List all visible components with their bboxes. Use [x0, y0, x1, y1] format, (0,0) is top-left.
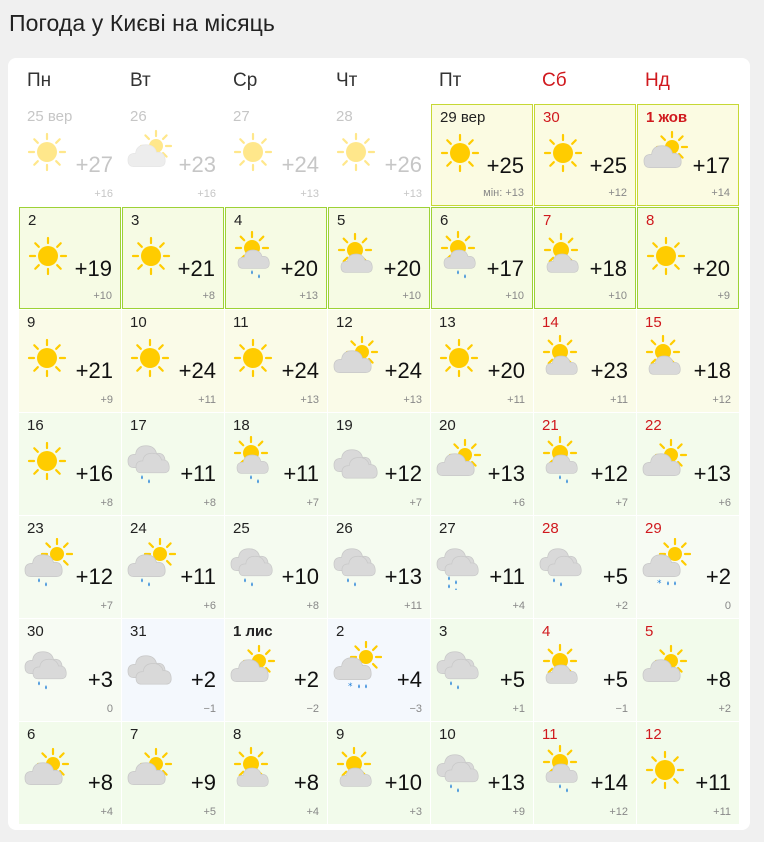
max-temperature: +13 [384, 564, 422, 589]
min-temperature: +2 [615, 600, 628, 612]
max-temperature: +11 [180, 564, 216, 589]
max-temperature: +13 [693, 461, 731, 486]
cloud-rain-icon [433, 641, 485, 693]
max-temperature: +12 [75, 564, 113, 589]
cloud-sun-icon [433, 435, 485, 487]
max-temperature: +11 [180, 461, 216, 486]
day-date: 3 [131, 212, 140, 229]
sun-cloud-rain-icon [228, 230, 280, 282]
cloud-sun-icon [124, 126, 176, 178]
sun-icon [124, 332, 176, 384]
day-cell[interactable] [534, 310, 636, 412]
max-temperature: +8 [293, 770, 319, 795]
day-date: 12 [645, 726, 662, 743]
min-temperature: +10 [93, 290, 112, 302]
min-temperature: +13 [299, 290, 318, 302]
cloud-sun-icon [640, 127, 692, 179]
day-cell[interactable] [637, 413, 739, 515]
sun-cloud-icon [330, 744, 382, 796]
cloud-sun-icon [21, 744, 73, 796]
sun-icon [227, 126, 279, 178]
day-cell[interactable] [637, 207, 739, 309]
sun-cloud-rain-icon [434, 230, 486, 282]
day-cell[interactable] [19, 722, 121, 824]
min-temperature: +7 [615, 497, 628, 509]
min-temperature: +9 [100, 394, 113, 406]
max-temperature: +2 [705, 564, 731, 589]
day-date: 2 [336, 623, 345, 640]
weekday-header-3: Чт [336, 70, 358, 91]
day-date: 12 [336, 314, 353, 331]
min-temperature: +13 [300, 394, 319, 406]
min-temperature: +6 [512, 497, 525, 509]
max-temperature: +24 [281, 358, 319, 383]
min-temperature: +11 [610, 394, 628, 406]
min-temperature: +1 [512, 703, 525, 715]
day-cell[interactable] [534, 413, 636, 515]
min-temperature: +12 [608, 187, 627, 199]
max-temperature: +20 [692, 256, 730, 281]
min-temperature: +6 [718, 497, 731, 509]
min-temperature: +9 [512, 806, 525, 818]
max-temperature: +13 [487, 770, 525, 795]
weekday-header-6: Нд [645, 70, 670, 91]
sun-icon [227, 332, 279, 384]
day-cell[interactable] [328, 104, 430, 206]
max-temperature: +27 [75, 152, 113, 177]
min-temperature: +13 [300, 188, 319, 200]
min-temperature: −3 [409, 703, 422, 715]
day-date: 26 [130, 108, 147, 125]
min-temperature: +16 [197, 188, 216, 200]
min-temperature: +3 [409, 806, 422, 818]
max-temperature: +5 [602, 667, 628, 692]
max-temperature: +2 [190, 667, 216, 692]
day-date: 20 [439, 417, 456, 434]
sun-icon [639, 744, 691, 796]
min-temperature: 0 [106, 703, 113, 715]
day-date: 2 [28, 212, 37, 229]
day-cell[interactable] [19, 207, 121, 309]
weekday-header-0: Пн [27, 70, 52, 91]
sun-cloud-icon [536, 641, 588, 693]
max-temperature: +8 [87, 770, 113, 795]
sun-icon [433, 332, 485, 384]
weekday-header-1: Вт [130, 70, 151, 91]
min-temperature: +16 [94, 188, 113, 200]
cloud-rain-icon [536, 538, 588, 590]
svg-text:*: * [348, 682, 353, 692]
max-temperature: +20 [487, 358, 525, 383]
day-date: 7 [130, 726, 139, 743]
min-temperature: +11 [404, 600, 422, 612]
min-temperature: +7 [100, 600, 113, 612]
day-cell[interactable] [328, 516, 430, 618]
page-title: Погода у Києві на місяць [9, 10, 276, 36]
day-cell[interactable] [225, 413, 327, 515]
sun-cloud-rain-icon [536, 744, 588, 796]
day-date: 7 [543, 212, 552, 229]
cloud-icon [330, 435, 382, 487]
sun-cloud-icon [227, 744, 279, 796]
day-cell[interactable] [534, 722, 636, 824]
day-date: 23 [27, 520, 44, 537]
min-temperature: +6 [203, 600, 216, 612]
max-temperature: +25 [486, 153, 524, 178]
day-date: 11 [233, 314, 249, 331]
day-date: 24 [130, 520, 147, 537]
cloud-rain-icon [124, 435, 176, 487]
day-cell[interactable] [431, 413, 533, 515]
day-date: 10 [439, 726, 456, 743]
day-date: 1 лис [233, 623, 273, 640]
day-cell[interactable] [122, 310, 224, 412]
min-temperature: +4 [306, 806, 319, 818]
weekday-header-4: Пт [439, 70, 462, 91]
day-cell[interactable] [431, 310, 533, 412]
day-date: 3 [439, 623, 448, 640]
day-date: 26 [336, 520, 353, 537]
max-temperature: +25 [589, 153, 627, 178]
min-temperature: +7 [306, 497, 319, 509]
day-cell[interactable] [19, 516, 121, 618]
max-temperature: +11 [489, 564, 525, 589]
day-cell[interactable] [534, 207, 636, 309]
min-temperature: +13 [403, 188, 422, 200]
min-temperature: +10 [505, 290, 524, 302]
cloud-rain-heavy-icon [433, 538, 485, 590]
day-cell[interactable] [431, 104, 533, 206]
min-temperature: +11 [507, 394, 525, 406]
cloud-rain-icon [330, 538, 382, 590]
day-cell[interactable] [328, 413, 430, 515]
day-date: 31 [130, 623, 147, 640]
day-cell[interactable] [534, 516, 636, 618]
max-temperature: +12 [384, 461, 422, 486]
day-date: 9 [336, 726, 345, 743]
day-date: 6 [27, 726, 36, 743]
max-temperature: +3 [87, 667, 113, 692]
day-date: 19 [336, 417, 353, 434]
day-cell[interactable] [328, 207, 430, 309]
day-date: 11 [542, 726, 558, 743]
day-cell[interactable] [637, 516, 739, 618]
max-temperature: +24 [178, 358, 216, 383]
sun-icon [537, 127, 589, 179]
day-date: 8 [646, 212, 655, 229]
day-date: 30 [543, 109, 560, 126]
min-temperature: +10 [608, 290, 627, 302]
day-date: 4 [234, 212, 243, 229]
day-cell[interactable] [431, 619, 533, 721]
day-date: 5 [645, 623, 654, 640]
svg-text:*: * [657, 579, 662, 589]
day-cell[interactable] [225, 104, 327, 206]
day-cell[interactable] [637, 722, 739, 824]
day-cell[interactable] [19, 413, 121, 515]
max-temperature: +13 [487, 461, 525, 486]
day-date: 21 [542, 417, 559, 434]
min-temperature: 0 [724, 600, 731, 612]
day-cell[interactable] [225, 207, 327, 309]
day-cell[interactable] [19, 619, 121, 721]
sun-icon [21, 332, 73, 384]
day-cell[interactable] [431, 516, 533, 618]
min-temperature: +9 [717, 290, 730, 302]
sun-icon [125, 230, 177, 282]
min-temperature: +13 [403, 394, 422, 406]
day-date: 28 [542, 520, 559, 537]
max-temperature: +24 [384, 358, 422, 383]
sun-cloud-icon [639, 332, 691, 384]
min-temperature: +11 [713, 806, 731, 818]
day-date: 1 жов [646, 109, 688, 126]
min-temperature: +10 [402, 290, 421, 302]
day-cell[interactable] [328, 619, 430, 721]
day-cell[interactable] [431, 722, 533, 824]
cloud-sun-rain-icon [21, 538, 73, 590]
min-temperature: +12 [712, 394, 731, 406]
min-temperature: +4 [100, 806, 113, 818]
cloud-rain-icon [21, 641, 73, 693]
min-temperature: +11 [198, 394, 216, 406]
sun-cloud-rain-icon [536, 435, 588, 487]
max-temperature: +2 [293, 667, 319, 692]
day-cell[interactable] [534, 619, 636, 721]
cloud-sun-rain-icon [124, 538, 176, 590]
day-cell[interactable] [328, 722, 430, 824]
sun-icon [330, 126, 382, 178]
day-cell[interactable] [431, 207, 533, 309]
cloud-rain-icon [227, 538, 279, 590]
max-temperature: +17 [692, 153, 730, 178]
max-temperature: +17 [486, 256, 524, 281]
cloud-sun-icon [639, 435, 691, 487]
sun-cloud-icon [537, 230, 589, 282]
day-date: 14 [542, 314, 559, 331]
day-cell[interactable] [122, 207, 224, 309]
day-date: 30 [27, 623, 44, 640]
min-temperature: мін: +13 [483, 187, 524, 199]
cloud-sun-icon [227, 641, 279, 693]
cloud-sun-snow-icon [330, 641, 382, 693]
sun-cloud-icon [536, 332, 588, 384]
day-date: 17 [130, 417, 147, 434]
max-temperature: +14 [590, 770, 628, 795]
cloud-sun-icon [124, 744, 176, 796]
max-temperature: +23 [178, 152, 216, 177]
max-temperature: +18 [693, 358, 731, 383]
max-temperature: +9 [190, 770, 216, 795]
min-temperature: −2 [306, 703, 319, 715]
cloud-rain-icon [433, 744, 485, 796]
max-temperature: +24 [281, 152, 319, 177]
sun-icon [434, 127, 486, 179]
day-cell[interactable] [637, 104, 739, 206]
sun-icon [22, 230, 74, 282]
month-calendar [8, 58, 750, 830]
day-cell[interactable] [637, 310, 739, 412]
max-temperature: +4 [396, 667, 422, 692]
day-cell[interactable] [122, 104, 224, 206]
day-date: 4 [542, 623, 551, 640]
day-date: 25 вер [27, 108, 73, 125]
day-cell[interactable] [122, 722, 224, 824]
min-temperature: +12 [609, 806, 628, 818]
max-temperature: +11 [283, 461, 319, 486]
day-cell[interactable] [19, 104, 121, 206]
day-date: 27 [233, 108, 250, 125]
day-cell[interactable] [225, 722, 327, 824]
max-temperature: +10 [281, 564, 319, 589]
max-temperature: +16 [75, 461, 113, 486]
max-temperature: +26 [384, 152, 422, 177]
day-cell[interactable] [225, 516, 327, 618]
cloud-sun-icon [639, 641, 691, 693]
day-date: 29 [645, 520, 662, 537]
max-temperature: +18 [589, 256, 627, 281]
day-cell[interactable] [225, 619, 327, 721]
day-cell[interactable] [534, 104, 636, 206]
day-date: 22 [645, 417, 662, 434]
min-temperature: +14 [711, 187, 730, 199]
max-temperature: +5 [499, 667, 525, 692]
weekday-header-2: Ср [233, 70, 258, 91]
day-date: 25 [233, 520, 250, 537]
day-cell[interactable] [122, 619, 224, 721]
sun-icon [640, 230, 692, 282]
day-date: 6 [440, 212, 449, 229]
day-date: 16 [27, 417, 44, 434]
day-cell[interactable] [122, 516, 224, 618]
min-temperature: +2 [718, 703, 731, 715]
cloud-icon [124, 641, 176, 693]
max-temperature: +5 [602, 564, 628, 589]
day-cell[interactable] [328, 310, 430, 412]
max-temperature: +11 [695, 770, 731, 795]
day-cell[interactable] [637, 619, 739, 721]
min-temperature: +8 [306, 600, 319, 612]
day-date: 18 [233, 417, 250, 434]
min-temperature: +8 [202, 290, 215, 302]
day-date: 15 [645, 314, 662, 331]
max-temperature: +10 [384, 770, 422, 795]
day-date: 9 [27, 314, 36, 331]
sun-icon [21, 126, 73, 178]
min-temperature: +7 [409, 497, 422, 509]
sun-icon [21, 435, 73, 487]
min-temperature: +8 [203, 497, 216, 509]
day-date: 5 [337, 212, 346, 229]
day-date: 29 вер [440, 109, 486, 126]
min-temperature: −1 [615, 703, 628, 715]
max-temperature: +21 [75, 358, 113, 383]
day-date: 13 [439, 314, 456, 331]
min-temperature: +8 [100, 497, 113, 509]
weekday-header-5: Сб [542, 70, 567, 91]
day-date: 10 [130, 314, 147, 331]
day-cell[interactable] [19, 310, 121, 412]
min-temperature: −1 [203, 703, 216, 715]
cloud-sun-icon [330, 332, 382, 384]
max-temperature: +21 [177, 256, 215, 281]
max-temperature: +19 [74, 256, 112, 281]
max-temperature: +20 [280, 256, 318, 281]
sun-cloud-rain-icon [227, 435, 279, 487]
max-temperature: +12 [590, 461, 628, 486]
day-date: 28 [336, 108, 353, 125]
min-temperature: +5 [203, 806, 216, 818]
max-temperature: +23 [590, 358, 628, 383]
day-date: 8 [233, 726, 242, 743]
cloud-sun-snow-icon [639, 538, 691, 590]
day-date: 27 [439, 520, 456, 537]
max-temperature: +20 [383, 256, 421, 281]
min-temperature: +4 [512, 600, 525, 612]
sun-cloud-icon [331, 230, 383, 282]
day-cell[interactable] [122, 413, 224, 515]
max-temperature: +8 [705, 667, 731, 692]
day-cell[interactable] [225, 310, 327, 412]
